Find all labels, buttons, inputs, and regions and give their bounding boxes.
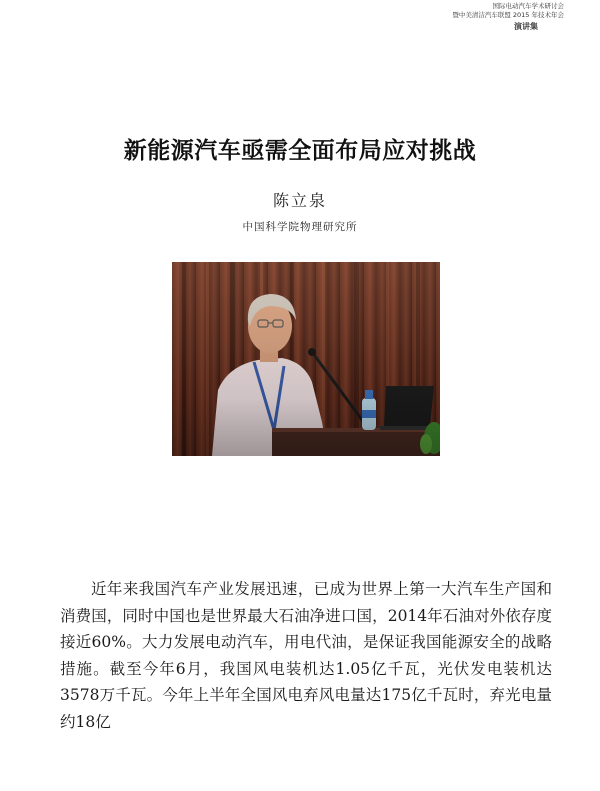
header-collection-label: 演讲集	[514, 22, 538, 31]
speaker-photo	[172, 262, 440, 456]
header-conference-line: 国际电动汽车学术研讨会	[492, 2, 564, 10]
header-annual-meeting-line: 暨中美清洁汽车联盟 2015 年技术年会	[452, 11, 564, 19]
running-header	[452, 2, 564, 31]
article-title: 新能源汽车亟需全面布局应对挑战	[123, 138, 477, 164]
author-affiliation: 中国科学院物理研究所	[242, 221, 358, 233]
article-body	[60, 576, 552, 735]
body-paragraph: 近年来我国汽车产业发展迅速，已成为世界上第一大汽车生产国和消费国，同时中国也是世界最大石油净进口国，2014年石油对外依存度接近60%。大力发展电动汽车，用电代油，是保证我国能源安全的战略措施。截至今年6月，我国风电装机达1.05亿千瓦，光伏发电装机达3578万千瓦。今年上半年全国风电弃风电量达175亿千瓦时，弃光电量约18亿	[60, 580, 552, 731]
author-name: 陈立泉	[272, 191, 327, 210]
